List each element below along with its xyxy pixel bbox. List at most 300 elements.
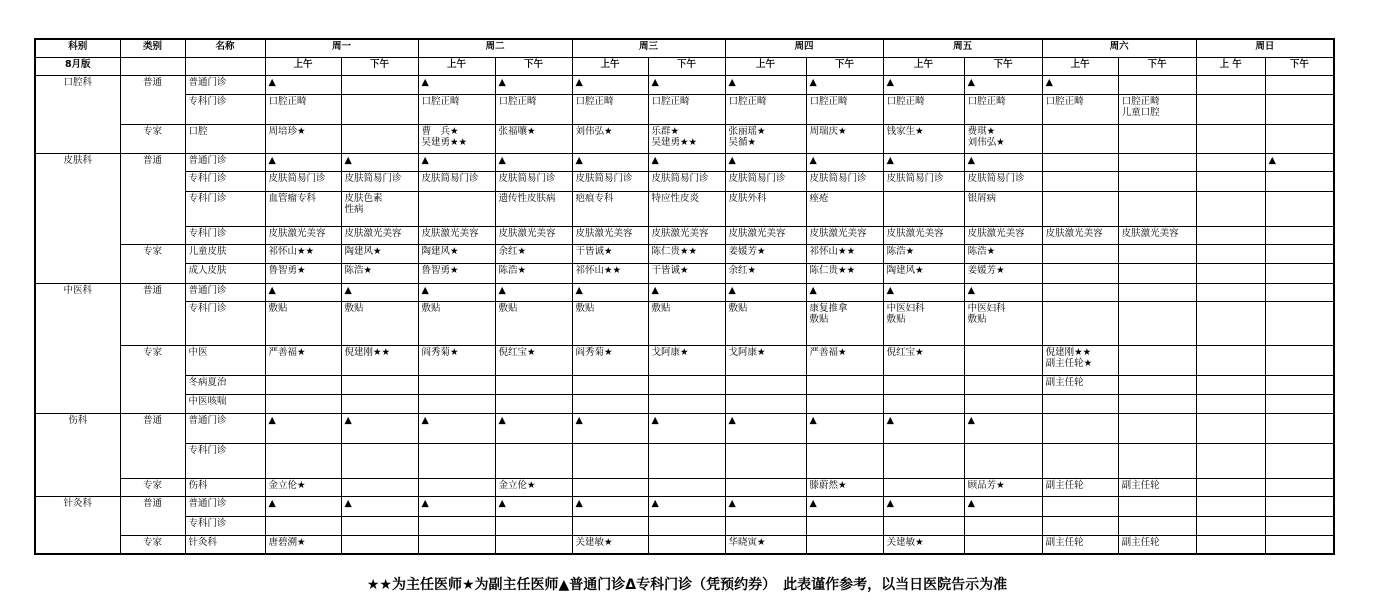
cell-line: 干皆诚★ (651, 265, 689, 277)
schedule-cell (648, 154, 725, 172)
cell-line: 特应性皮炎 (651, 192, 700, 204)
cell-line: ▲ (1268, 155, 1276, 167)
header-empty (120, 57, 185, 75)
schedule-cell (1196, 375, 1265, 394)
schedule-cell (806, 124, 883, 154)
schedule-cell (572, 283, 648, 301)
clinic-name-cell: 普通门诊 (185, 497, 265, 516)
schedule-cell (572, 346, 648, 376)
schedule-cell (883, 516, 964, 535)
schedule-cell (806, 444, 883, 479)
schedule-cell (806, 302, 883, 346)
cell-line: 副主任轮 (1121, 536, 1160, 548)
schedule-cell (1196, 154, 1265, 172)
schedule-cell (341, 226, 418, 244)
schedule-cell (1118, 226, 1196, 244)
schedule-cell (418, 497, 495, 516)
cell-line: 周瑞庆★ (809, 125, 847, 137)
schedule-cell (572, 395, 648, 414)
schedule-cell (1265, 346, 1334, 376)
schedule-cell (341, 516, 418, 535)
schedule-cell (1042, 444, 1118, 479)
schedule-cell (341, 375, 418, 394)
cell-line: 陈仁贵★★ (809, 265, 856, 277)
cell-line: 皮肤简易门诊 (268, 173, 326, 185)
cell-line: ▲ (728, 76, 736, 88)
schedule-cell (883, 414, 964, 444)
cell-line: ▲ (575, 415, 583, 427)
schedule-cell (883, 497, 964, 516)
schedule-cell (265, 94, 341, 124)
category-cell: 专家 (120, 478, 185, 496)
cell-line: 金立伦★ (498, 479, 536, 491)
schedule-cell (1042, 226, 1118, 244)
cell-line: ▲ (886, 415, 894, 427)
schedule-cell (418, 154, 495, 172)
schedule-cell (265, 75, 341, 94)
schedule-cell (648, 516, 725, 535)
cell-line: 口腔正畸 (728, 95, 767, 107)
cell-line: 敷贴 (728, 303, 748, 315)
schedule-cell (648, 226, 725, 244)
cell-line: 陈浩★ (886, 245, 915, 257)
cell-line: ▲ (651, 415, 659, 427)
schedule-cell (418, 414, 495, 444)
cell-line: 敷贴 (421, 303, 441, 315)
cell-line: 钱家生★ (886, 125, 924, 137)
schedule-cell (418, 395, 495, 414)
header-pm: 下午 (964, 57, 1042, 75)
cell-line: 刘伟弘★ (967, 136, 1005, 148)
schedule-cell (1042, 516, 1118, 535)
schedule-cell (495, 346, 572, 376)
schedule-cell (964, 346, 1042, 376)
schedule-cell (341, 302, 418, 346)
cell-line: 皮肤简易门诊 (967, 173, 1025, 185)
schedule-cell (341, 535, 418, 554)
schedule-cell (572, 535, 648, 554)
table-row (35, 191, 1334, 226)
schedule-cell (1196, 414, 1265, 444)
schedule-cell (572, 264, 648, 283)
schedule-cell (648, 75, 725, 94)
schedule-cell (1196, 264, 1265, 283)
schedule-cell (806, 497, 883, 516)
header-day: 周日 (1196, 39, 1334, 57)
schedule-cell (341, 395, 418, 414)
schedule-cell (725, 516, 806, 535)
department-cell: 口腔科 (35, 75, 120, 154)
cell-line: 皮肤激光美容 (967, 227, 1025, 239)
schedule-cell (1265, 414, 1334, 444)
schedule-cell (806, 75, 883, 94)
schedule-cell (725, 226, 806, 244)
schedule-cell (1196, 302, 1265, 346)
schedule-cell (1118, 395, 1196, 414)
cell-line: ▲ (575, 284, 583, 296)
schedule-cell (806, 226, 883, 244)
cell-line: 皮肤激光美容 (1045, 227, 1103, 239)
schedule-cell (495, 516, 572, 535)
schedule-cell (964, 264, 1042, 283)
schedule-cell (648, 497, 725, 516)
schedule-cell (1265, 94, 1334, 124)
cell-line: 口腔正畸 (421, 95, 460, 107)
schedule-cell (1042, 264, 1118, 283)
table-row (35, 226, 1334, 244)
schedule-cell (725, 154, 806, 172)
schedule-cell (648, 191, 725, 226)
header-am: 上午 (418, 57, 495, 75)
schedule-cell (495, 264, 572, 283)
table-row (35, 444, 1334, 479)
cell-line: 陈浩★ (498, 265, 527, 277)
header-day: 周五 (883, 39, 1042, 57)
cell-line: 中医妇科 (967, 303, 1006, 315)
cell-line: 口腔正畸 (268, 95, 307, 107)
cell-line: ▲ (809, 498, 817, 510)
cell-line: 余红★ (728, 265, 757, 277)
cell-line: 乐群★ (651, 125, 680, 137)
category-cell: 普通 (120, 75, 185, 124)
cell-line: 皮肤激光美容 (268, 227, 326, 239)
category-cell: 普通 (120, 283, 185, 345)
schedule-cell (725, 414, 806, 444)
cell-line: 敷贴 (575, 303, 595, 315)
schedule-cell (1042, 302, 1118, 346)
cell-line: ▲ (268, 76, 276, 88)
schedule-cell (572, 154, 648, 172)
schedule-cell (418, 478, 495, 496)
schedule-cell (418, 191, 495, 226)
table-row (35, 244, 1334, 263)
schedule-cell (648, 414, 725, 444)
cell-line: 鲁智勇★ (268, 265, 306, 277)
cell-line: 口腔正畸 (967, 95, 1006, 107)
cell-line: 皮肤简易门诊 (809, 173, 867, 185)
schedule-cell (418, 124, 495, 154)
cell-line: 性病 (344, 203, 364, 215)
schedule-cell (964, 414, 1042, 444)
schedule-cell (495, 283, 572, 301)
cell-line: 皮肤简易门诊 (728, 173, 786, 185)
schedule-cell (1265, 497, 1334, 516)
schedule-cell (1118, 154, 1196, 172)
cell-line: 祁怀山★★ (809, 245, 856, 257)
department-cell: 皮肤科 (35, 154, 120, 284)
schedule-cell (964, 191, 1042, 226)
header-pm: 下午 (1265, 57, 1334, 75)
schedule-cell (1042, 244, 1118, 263)
schedule-cell (1118, 302, 1196, 346)
schedule-cell (1042, 535, 1118, 554)
cell-line: 陶建风★ (421, 245, 459, 257)
cell-line: 痤疮 (809, 192, 829, 204)
cell-line: 吴建勇★★ (421, 136, 468, 148)
cell-line: ▲ (651, 284, 659, 296)
schedule-cell (572, 75, 648, 94)
cell-line: 曹 兵★ (421, 125, 459, 137)
schedule-cell (1118, 191, 1196, 226)
schedule-cell (1118, 497, 1196, 516)
schedule-cell (572, 444, 648, 479)
department-cell: 针灸科 (35, 497, 120, 554)
clinic-name-cell: 中医 (185, 346, 265, 376)
clinic-name-cell: 专科门诊 (185, 94, 265, 124)
header-type: 类别 (120, 39, 185, 57)
table-row (35, 395, 1334, 414)
schedule-cell (265, 302, 341, 346)
schedule-cell (572, 478, 648, 496)
clinic-name-cell: 冬病夏治 (185, 375, 265, 394)
cell-line: 敷贴 (651, 303, 671, 315)
table-row (35, 535, 1334, 554)
schedule-cell (883, 94, 964, 124)
schedule-cell (495, 302, 572, 346)
clinic-name-cell: 专科门诊 (185, 302, 265, 346)
schedule-cell (265, 497, 341, 516)
schedule-cell (1042, 124, 1118, 154)
schedule-cell (648, 395, 725, 414)
cell-line: ▲ (886, 284, 894, 296)
cell-line: 姜媛芳★ (967, 265, 1005, 277)
schedule-cell (883, 535, 964, 554)
cell-line: ▲ (651, 498, 659, 510)
category-cell: 普通 (120, 414, 185, 478)
schedule-cell (1196, 535, 1265, 554)
schedule-cell (1265, 226, 1334, 244)
clinic-name-cell: 中医咳喘 (185, 395, 265, 414)
schedule-cell (1042, 94, 1118, 124)
schedule-cell (265, 478, 341, 496)
cell-line: 皮肤激光美容 (421, 227, 479, 239)
schedule-cell (806, 375, 883, 394)
schedule-cell (725, 497, 806, 516)
header-row-days (35, 39, 1334, 57)
cell-line: 唐碧溯★ (268, 536, 306, 548)
schedule-cell (806, 395, 883, 414)
schedule-cell (806, 191, 883, 226)
schedule-cell (1196, 497, 1265, 516)
cell-line: 阎秀菊★ (575, 347, 613, 359)
schedule-cell (265, 516, 341, 535)
cell-line: ▲ (344, 284, 352, 296)
schedule-cell (418, 375, 495, 394)
schedule-cell (418, 283, 495, 301)
schedule-cell (648, 264, 725, 283)
clinic-name-cell: 伤科 (185, 478, 265, 496)
cell-line: 口腔正畸 (886, 95, 925, 107)
schedule-cell (265, 283, 341, 301)
cell-line: ▲ (421, 155, 429, 167)
cell-line: 银屑病 (967, 192, 997, 204)
schedule-cell (964, 302, 1042, 346)
department-cell: 中医科 (35, 283, 120, 414)
cell-line: ▲ (967, 155, 975, 167)
schedule-cell (341, 414, 418, 444)
schedule-cell (1118, 516, 1196, 535)
cell-line: 皮肤色素 (344, 192, 383, 204)
schedule-cell (1196, 244, 1265, 263)
clinic-name-cell: 专科门诊 (185, 516, 265, 535)
cell-line: ▲ (575, 498, 583, 510)
schedule-cell (265, 375, 341, 394)
cell-line: ▲ (809, 155, 817, 167)
schedule-cell (265, 191, 341, 226)
cell-line: 口腔正畸 (1045, 95, 1084, 107)
schedule-cell (495, 375, 572, 394)
schedule-cell (341, 478, 418, 496)
cell-line: ▲ (651, 155, 659, 167)
cell-line: 皮肤简易门诊 (886, 173, 944, 185)
cell-line: 关建敏★ (886, 536, 924, 548)
cell-line: 皮肤激光美容 (886, 227, 944, 239)
schedule-cell (964, 375, 1042, 394)
table-row (35, 264, 1334, 283)
schedule-cell (265, 154, 341, 172)
schedule-cell (495, 497, 572, 516)
header-am: 上午 (883, 57, 964, 75)
schedule-cell (1042, 478, 1118, 496)
schedule-cell (572, 516, 648, 535)
cell-line: 皮肤外科 (728, 192, 767, 204)
header-am: 上午 (725, 57, 806, 75)
schedule-cell (495, 75, 572, 94)
cell-line: ▲ (886, 498, 894, 510)
cell-line: 口腔正畸 (575, 95, 614, 107)
cell-line: 费琪★ (967, 125, 996, 137)
cell-line: 皮肤激光美容 (575, 227, 633, 239)
schedule-cell (725, 346, 806, 376)
schedule-cell (1118, 283, 1196, 301)
cell-line: 周培珍★ (268, 125, 306, 137)
schedule-cell (341, 264, 418, 283)
schedule-cell (418, 264, 495, 283)
cell-line: 敷贴 (809, 314, 829, 326)
table-row (35, 75, 1334, 94)
table-row (35, 375, 1334, 394)
cell-line: ▲ (498, 415, 506, 427)
category-cell: 普通 (120, 497, 185, 536)
schedule-cell (883, 244, 964, 263)
schedule-cell (341, 124, 418, 154)
cell-line: ▲ (421, 415, 429, 427)
schedule-cell (265, 395, 341, 414)
clinic-name-cell: 专科门诊 (185, 444, 265, 479)
header-empty (185, 57, 265, 75)
schedule-table (34, 38, 1335, 555)
cell-line: 副主任轮★ (1045, 358, 1093, 370)
cell-line: 敷贴 (967, 314, 987, 326)
category-cell: 专家 (120, 244, 185, 283)
cell-line: 戈阿康★ (651, 347, 689, 359)
header-am: 上午 (572, 57, 648, 75)
clinic-name-cell: 专科门诊 (185, 191, 265, 226)
cell-line: 滕蔚然★ (809, 479, 847, 491)
schedule-cell (883, 283, 964, 301)
header-day: 周一 (265, 39, 418, 57)
schedule-cell (1196, 191, 1265, 226)
schedule-cell (1118, 264, 1196, 283)
schedule-cell (341, 444, 418, 479)
schedule-cell (648, 94, 725, 124)
schedule-cell (1118, 375, 1196, 394)
schedule-cell (1118, 535, 1196, 554)
cell-line: ▲ (268, 155, 276, 167)
schedule-cell (495, 395, 572, 414)
cell-line: 阎秀菊★ (421, 347, 459, 359)
schedule-cell (418, 75, 495, 94)
cell-line: 姜媛芳★ (728, 245, 766, 257)
schedule-cell (883, 124, 964, 154)
schedule-cell (725, 124, 806, 154)
cell-line: 儿童口腔 (1121, 106, 1160, 118)
cell-line: 陈浩★ (344, 265, 373, 277)
cell-line: ▲ (967, 498, 975, 510)
schedule-cell (725, 75, 806, 94)
cell-line: 皮肤激光美容 (651, 227, 709, 239)
schedule-cell (1196, 226, 1265, 244)
schedule-cell (495, 191, 572, 226)
schedule-cell (341, 244, 418, 263)
cell-line: ▲ (967, 415, 975, 427)
table-row (35, 346, 1334, 376)
cell-line: 敷贴 (498, 303, 518, 315)
schedule-cell (1265, 535, 1334, 554)
schedule-cell (1265, 516, 1334, 535)
cell-line: ▲ (886, 76, 894, 88)
cell-line: ▲ (421, 498, 429, 510)
cell-line: 倪红宝★ (498, 347, 536, 359)
schedule-cell (883, 226, 964, 244)
clinic-name-cell: 普通门诊 (185, 414, 265, 444)
header-day: 周六 (1042, 39, 1196, 57)
schedule-cell (648, 535, 725, 554)
header-pm: 下午 (1118, 57, 1196, 75)
schedule-cell (495, 94, 572, 124)
schedule-cell (806, 283, 883, 301)
header-am: 上午 (1042, 57, 1118, 75)
cell-line: 皮肤简易门诊 (651, 173, 709, 185)
cell-line: ▲ (498, 155, 506, 167)
schedule-cell (648, 124, 725, 154)
schedule-cell (265, 444, 341, 479)
schedule-cell (1042, 75, 1118, 94)
schedule-cell (964, 283, 1042, 301)
cell-line: ▲ (344, 498, 352, 510)
schedule-cell (265, 264, 341, 283)
clinic-name-cell: 专科门诊 (185, 226, 265, 244)
cell-line: 吴建勇★★ (651, 136, 698, 148)
schedule-cell (341, 497, 418, 516)
schedule-cell (572, 244, 648, 263)
schedule-cell (1118, 124, 1196, 154)
cell-line: ▲ (1045, 76, 1053, 88)
schedule-cell (1265, 395, 1334, 414)
schedule-cell (648, 172, 725, 191)
schedule-cell (964, 535, 1042, 554)
schedule-cell (1042, 172, 1118, 191)
clinic-name-cell: 成人皮肤 (185, 264, 265, 283)
schedule-cell (964, 124, 1042, 154)
cell-line: ▲ (575, 155, 583, 167)
schedule-cell (806, 414, 883, 444)
schedule-cell (1196, 283, 1265, 301)
schedule-cell (1118, 478, 1196, 496)
schedule-cell (1196, 478, 1265, 496)
schedule-cell (883, 444, 964, 479)
schedule-cell (495, 154, 572, 172)
